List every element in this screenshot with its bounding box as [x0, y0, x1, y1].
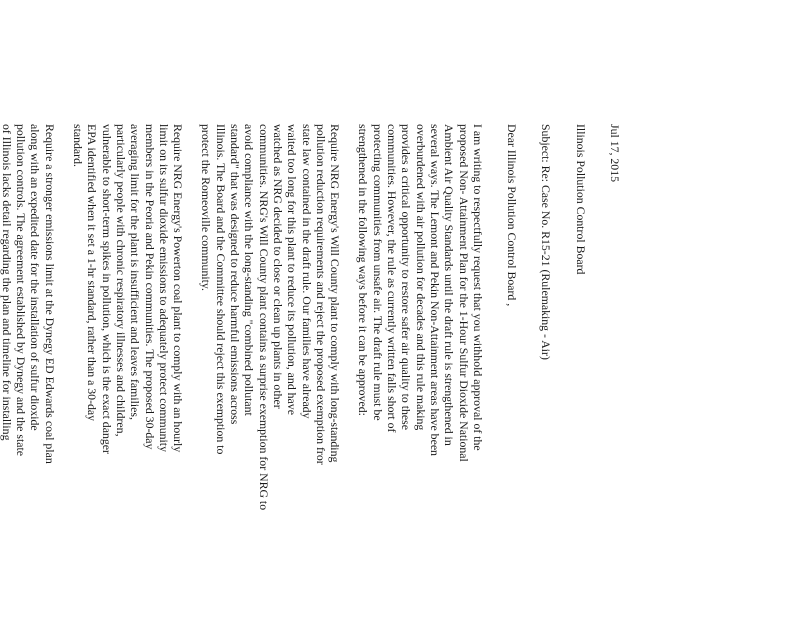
text-line: communities. NRG's Will County plant contains a surprise exemption for NRG to: [256, 124, 271, 511]
text-line: watched as NRG decided to close or clean up plants in other: [270, 124, 285, 409]
recipient-line: Illinois Pollution Control Board: [573, 124, 588, 275]
paragraph-ed-edwards: [0, 124, 57, 618]
letter-body: [0, 124, 622, 618]
letter-date: Jul 17, 2015: [608, 124, 622, 183]
text-line: pollution reduction requirements and reject the proposed exemption fror: [313, 124, 328, 465]
text-line: along with an expedited date for the installation of sulfur dioxide: [28, 124, 43, 431]
text-line: members in the Peoria and Pekin communities. The proposed 30-day: [142, 124, 157, 450]
text-line: EPA identified when it set a 1-hr standard, rather than a 30-day: [85, 124, 100, 422]
paragraph-will-county: [199, 124, 342, 618]
text-line: Illinois. The Board and the Committee should reject this exemption to: [213, 124, 228, 455]
text-line: I am writing to respectfully request that you withhold approval of the: [470, 124, 485, 451]
text-line: standard.: [71, 124, 86, 167]
text-line: vulnerable to short-term spikes in pollution, which is the exact danger: [99, 124, 114, 454]
text-line: communities. However, the rule as currently written falls short of: [385, 124, 400, 433]
paragraph-intro: [356, 124, 485, 618]
text-line: avoid compliance with the long-standing "combined pollutant: [242, 124, 257, 416]
text-line: overburdened with air pollution for decades and this rule making: [413, 124, 428, 431]
text-line: protect the Romeoville community.: [199, 124, 214, 291]
text-line: particularly people with chronic respiratory illnesses and children,: [113, 124, 128, 437]
text-line: provides a critical opportunity to restore safer air quality to these: [399, 124, 414, 430]
text-line: state law contained in the draft rule. Our families have already: [299, 124, 314, 419]
subject-line: Subject: Re: Case No. R15-21 (Rulemaking - Air): [539, 124, 554, 360]
paragraph-powerton: [71, 124, 185, 618]
text-line: Require NRG Energy's Will County plant to comply with long-standing: [328, 124, 343, 463]
text-line: proposed Non- Attainment Plan for the 1-Hour Sulfur Dioxide National: [456, 124, 471, 462]
text-line: of Illinois lacks detail regarding the plan and timeline for installing: [0, 124, 14, 441]
text-line: limit on its sulfur dioxide emissions to adequately protect community: [156, 124, 171, 452]
text-line: waited too long for this plant to reduce its pollution, and have: [285, 124, 300, 415]
text-line: several ways. The Lemont and Pekin Non-Attainment areas have been: [427, 124, 442, 456]
text-line: pollution controls. The agreement established by Dynegy and the state: [14, 124, 29, 456]
text-line: protecting communities from unsafe air. The draft rule must be: [370, 124, 385, 421]
salutation: Dear Illinois Pollution Control Board ,: [505, 124, 520, 307]
text-line: strengthened in the following ways before it can be approved:: [356, 124, 371, 416]
text-line: averaging limit for the plant is insufficient and leaves families,: [128, 124, 143, 420]
text-line: Ambient Air Quality Standards until the draft rule is strengthened in: [442, 124, 457, 446]
text-line: Require a stronger emissions limit at the Dynegy ED Edwards coal plan: [42, 124, 57, 464]
text-line: standard" that was designed to reduce harmful emissions across: [228, 124, 243, 425]
text-line: Require NRG Energy's Powerton coal plant to comply with an hourly: [171, 124, 186, 453]
